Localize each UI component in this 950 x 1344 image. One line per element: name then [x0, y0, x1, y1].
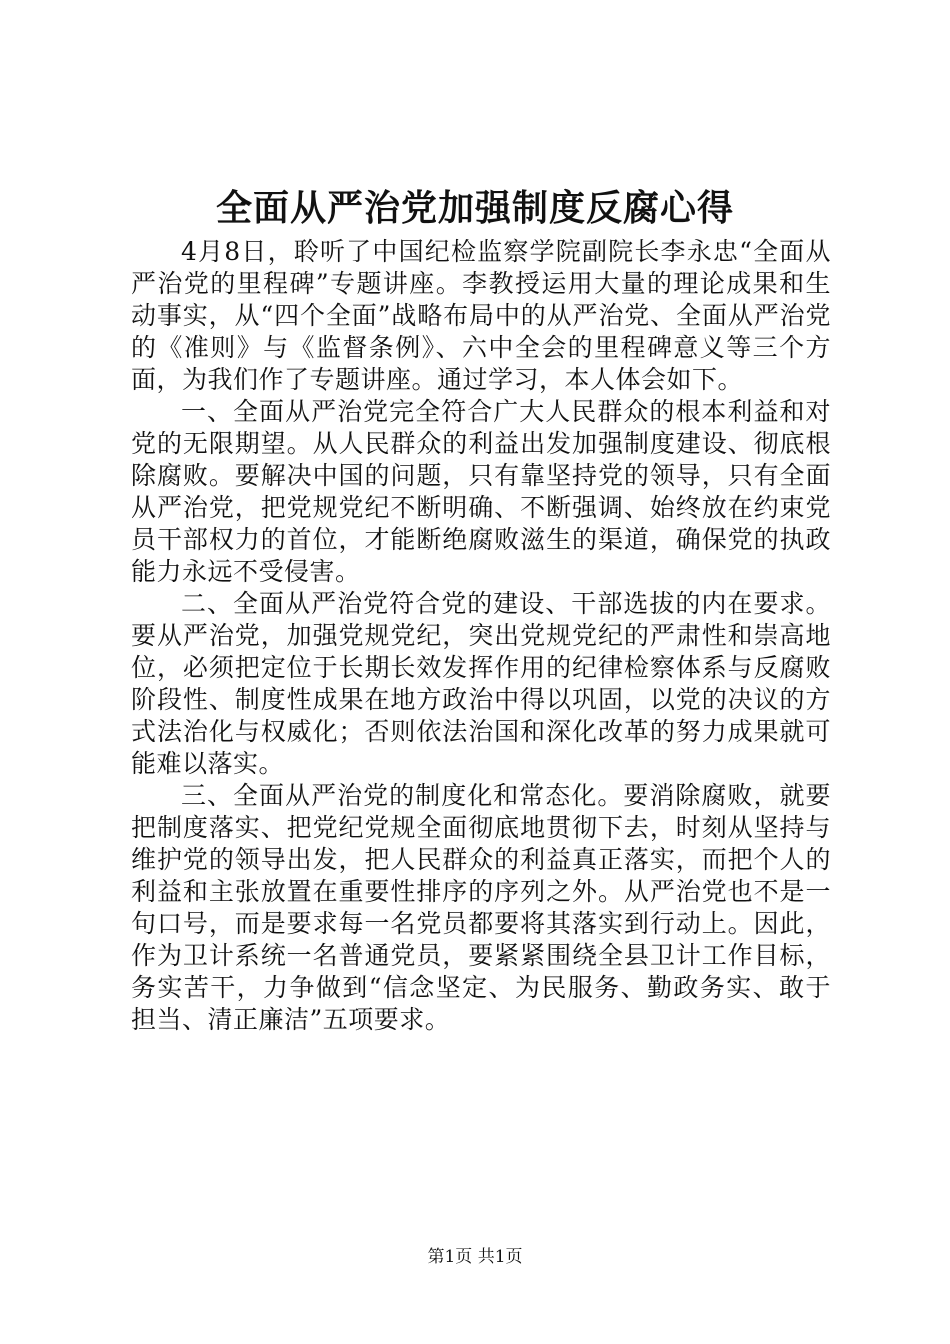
- document-title: 全面从严治党加强制度反腐心得: [215, 187, 734, 229]
- paragraph-point-three: 三、全面从严治党的制度化和常态化。要消除腐败，就要把制度落实、把党纪党规全面彻底地贯彻下去，时刻从坚持与维护党的领导出发，把人民群众的利益真正落实，而把个人的利益和主张放置在重要性排序的序列之外。从严治党也不是一句口号，而是要求每一名党员都要将其落实到行动上。因此，作为卫计系统一名普通党员，要紧紧围绕全县卫计工作目标，务实苦干，力争做到“信念坚定、为民服务、勤政务实、敢于担当、清正廉洁”五项要求。: [131, 781, 831, 1034]
- paragraph-point-two: 二、全面从严治党符合党的建设、干部选拔的内在要求。要从严治党，加强党规党纪，突出党规党纪的严肃性和崇高地位，必须把定位于长期长效发挥作用的纪律检察体系与反腐败阶段性、制度性成果在地方政治中得以巩固，以党的决议的方式法治化与权威化；否则依法治国和深化改革的努力成果就可能难以落实。: [131, 589, 831, 778]
- paragraph-intro: 4月8日，聆听了中国纪检监察学院副院长李永忠“全面从严治党的里程碑”专题讲座。李教授运用大量的理论成果和生动事实，从“四个全面”战略布局中的从严治党、全面从严治党的《准则》与《监督条例》、六中全会的里程碑意义等三个方面，为我们作了专题讲座。通过学习，本人体会如下。: [131, 237, 831, 394]
- paragraph-point-one: 一、全面从严治党完全符合广大人民群众的根本利益和对党的无限期望。从人民群众的利益出发加强制度建设、彻底根除腐败。要解决中国的问题，只有靠坚持党的领导，只有全面从严治党，把党规党纪不断明确、不断强调、始终放在约束党员干部权力的首位，才能断绝腐败滋生的渠道，确保党的执政能力永远不受侵害。: [131, 397, 831, 586]
- document-body: [131, 236, 831, 1036]
- page-footer: 第1页 共1页: [427, 1247, 523, 1267]
